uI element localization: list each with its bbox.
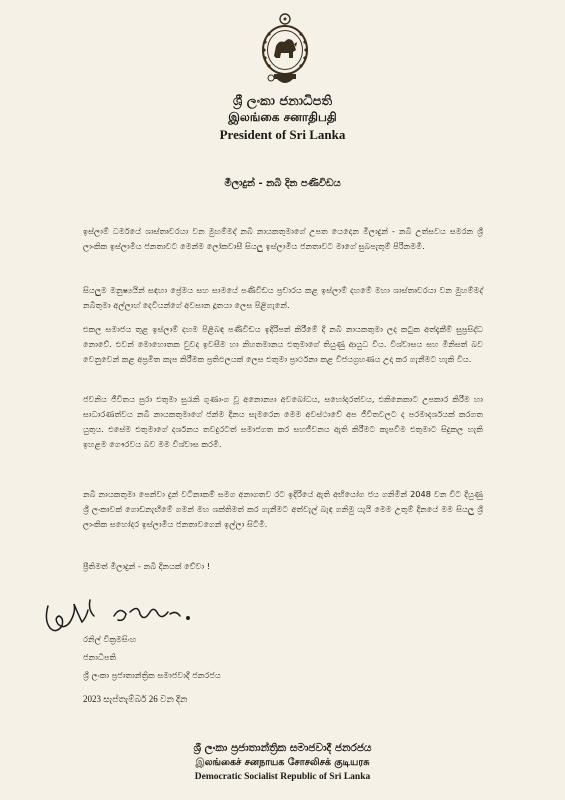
footer-sinhala: ශ්‍රී ලංකා ප්‍රජාතාන්ත්‍රික සමාජවාදී ජනරජය: [193, 742, 372, 754]
paragraph-3: එකල සමාජය තුළ ඉස්ලාම් දහම පිළිබඳ පණිවිඩය ඉදිරිපත් කිරීමේ දී නබි නායකතුමා ලද කටුක අත්දැකීම් සුප්‍රසිද්ධ නොවේ. එවන් මොහොතක වුවද ඉවසීම හා නිහතමානය එතුමාගේ තියුණු ආයුධ විය. විශ්වාසය සහ මිනිසත් බව වෙනුවෙන් කළ අප්‍රමිත කැප කිරීමක ප්‍රතිඵලයක් ලෙස එතුමා ප්‍රාර්ථනා කළ විජයග්‍රහණය උදා කර ගැනීමට හැකි විය.: [83, 324, 483, 364]
footer-english: Democratic Socialist Republic of Sri Lanka: [194, 772, 371, 782]
signatory-title: ජනාධිපති: [83, 652, 117, 662]
paragraph-6: ප්‍රීතිමත් මීලාදුන් - නබි දිනයක් වේවා !: [83, 561, 211, 571]
title-tamil: இலங்கை சனாதிபதி: [228, 110, 337, 124]
paragraph-5: නබි නායකතුමා පෙන්වා දුන් වටිනාකම් සමග අනාගතව රට ඉදිරියේ ඇති අභියෝග ජය ගනිමින් 2048 වන විට දියුණු ශ්‍රී ලංකාවක් ගොඩනැඟීමේ ගමන් මහ ශක්තිමත් කර ගැනීමට අත්වැල් බැඳ ගනිමු යැයි මෙම උතුම් දිනයේ මම සියලු ශ්‍රී ලාංකික සහෝදර ඉස්ලාමීය ජනතාවගෙන් ඉල්ලා සිටිමි.: [83, 489, 483, 529]
title-sinhala: ශ්‍රී ලංකා ජනාධිපති: [232, 94, 333, 109]
footer-tamil: இலங்கைச் சனநாயக சோசலிசக் குடியரசு: [195, 757, 370, 768]
signatory-name: රනිල් වික්‍රමසිංහ: [83, 634, 137, 644]
paragraph-2: සියලුම මනුෂ්‍යයින් සඳහා ප්‍රේමය සහ සාමයේ පණිවිඩය ප්‍රචාරය කළ ඉස්ලාම් දහමේ මහා ශාස්තෘවරයා වන මුහම්මද් නබිතුමා අල්ලාහ් දෙවියන්ගේ අවසාන දූතයා ලෙස පිළිගැනේ.: [83, 285, 483, 310]
title-english: President of Sri Lanka: [219, 127, 346, 142]
letter-subject: මීලාදුන් - නබි දින පණිවිඩය: [224, 178, 341, 189]
signatory-country: ශ්‍රී ලංකා ප්‍රජාතාන්ත්‍රික සමාජවාදී ජනරජය: [83, 670, 221, 680]
sri-lanka-emblem-icon: [257, 12, 313, 88]
paragraph-1: ඉස්ලාම් ධර්මයේ ශාස්තෘවරයා වන මුහම්මද් නබි නායකතුමාගේ උපත යෙදෙන මීලාදුන් - නබි උත්සවය සමරන ශ්‍රී ලාංකික ඉස්ලාමීය ජනතාවට මෙන්ම ලෝකවාසී සියලු ඉස්ලාමීය ජනතාවට මාගේ සුබපැතුම් පිරිනමමි.: [83, 226, 483, 251]
paragraph-4: ජවනිය ජීවිතය පුරා එතුමා සුරැකි ගුණාංග වූ අනොන්‍යා අවබෝධය, සහෝදරත්වය, එකිනෙකාට උපකාර කිරීම හා සාධාරණත්වය නබි නායකතුමාගේ ජන්ම දිනය සැමරෙන මෙම අවස්ථාවේ අප ජීවිතවලට ද පරමාදර්ශයක් කරගත යුතුය. එසේම එතුමාගේ දර්ශනය තවදුරටත් සමාජගත කර සහජීවනය ඇති කිරීමට කැපවීම එතුමාට සිදුකල හැකි ඉහළම ගෞරවය බව මම විශ්වාස කරමි.: [83, 394, 483, 449]
letter-date: 2023 සැප්තැම්බර් 26 වන දින: [83, 694, 188, 704]
